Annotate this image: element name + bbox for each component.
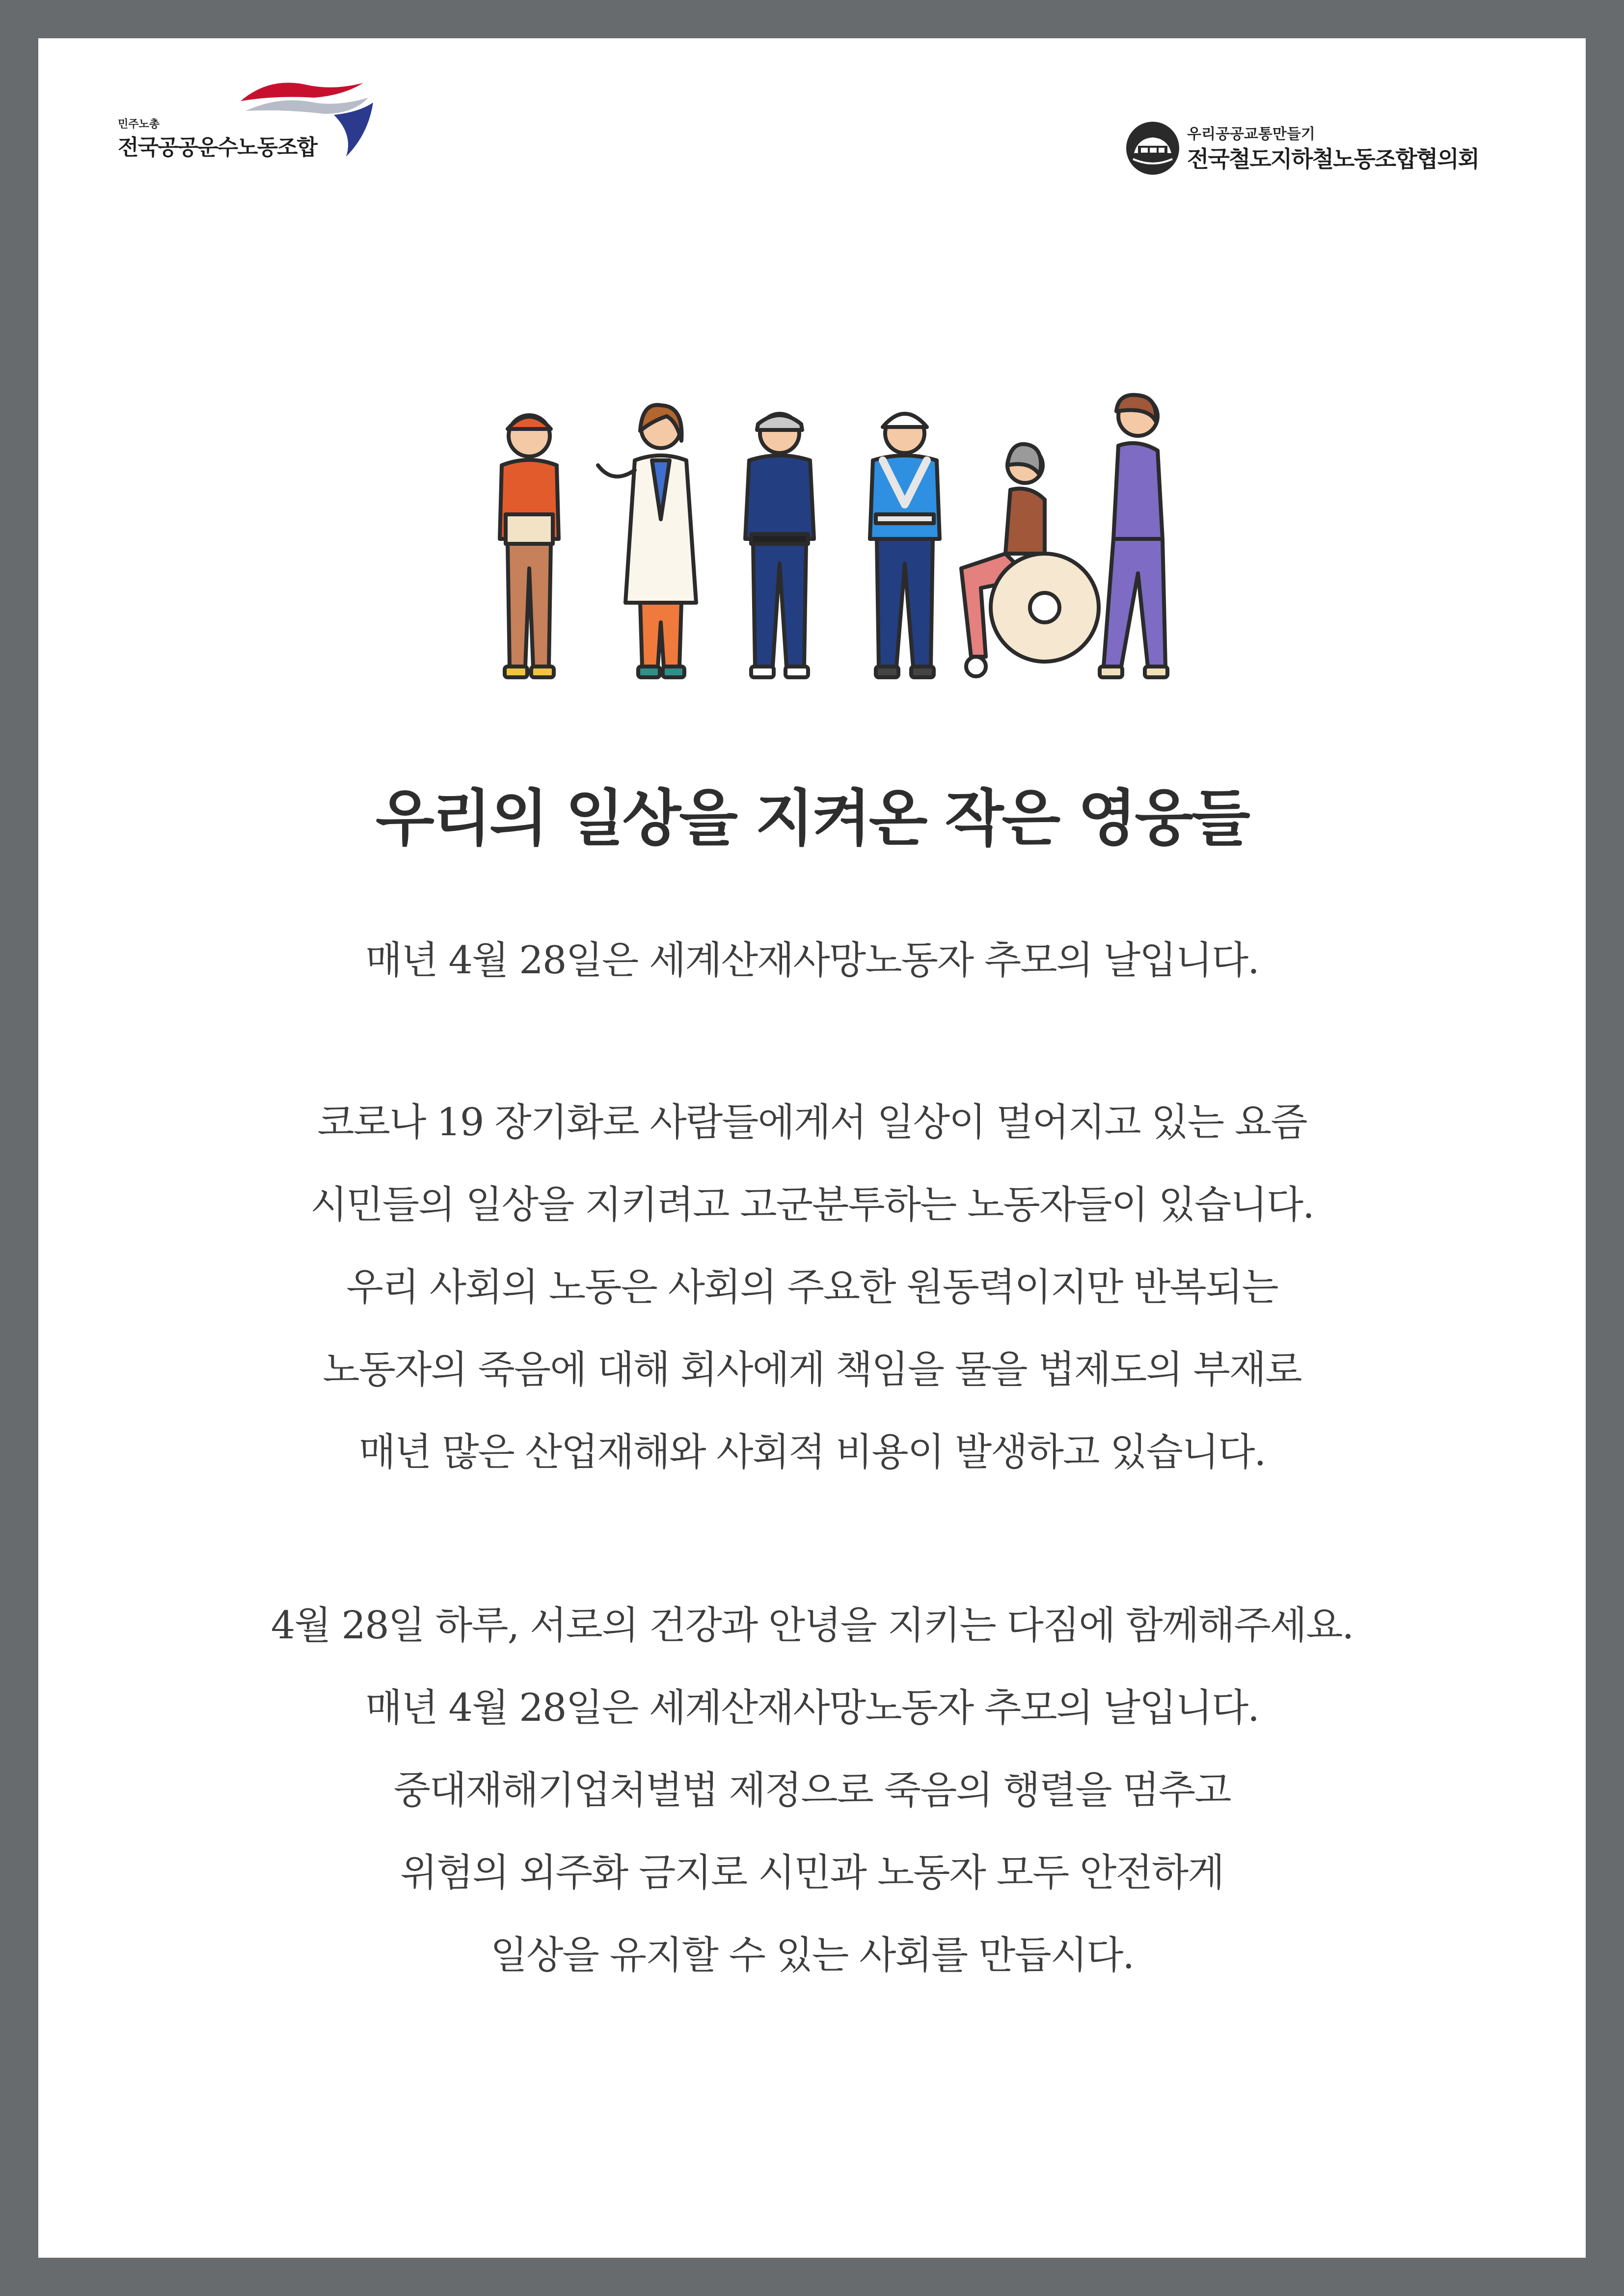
text-line: 우리 사회의 노동은 사회의 주요한 원동력이지만 반복되는	[346, 1265, 1278, 1309]
intro-paragraph	[38, 919, 1586, 1002]
text-line: 매년 4월 28일은 세계산재사망노동자 추모의 날입니다.	[365, 1686, 1259, 1730]
text-line: 코로나 19 장기화로 사람들에게서 일상이 멀어지고 있는 요즘	[317, 1100, 1307, 1145]
call-to-action-paragraph	[38, 1584, 1586, 1997]
text-line: 매년 4월 28일은 세계산재사망노동자 추모의 날입니다.	[365, 938, 1259, 983]
text-line: 중대재해기업처벌법 제정으로 죽음의 행렬을 멈추고	[393, 1768, 1231, 1813]
text-line: 시민들의 일상을 지키려고 고군분투하는 노동자들이 있습니다.	[310, 1183, 1314, 1227]
poster-page	[38, 38, 1586, 2258]
police-officer-figure	[745, 414, 814, 677]
right-logo-subtitle: 우리공공교통만들기	[1187, 126, 1315, 143]
workers-illustration	[480, 392, 1226, 696]
text-line: 노동자의 죽음에 대해 회사에게 책임을 물을 법제도의 부재로	[323, 1348, 1301, 1392]
text-line: 4월 28일 하루, 서로의 건강과 안녕을 지키는 다짐에 함께해주세요.	[271, 1603, 1353, 1648]
train-emblem-icon	[1123, 119, 1182, 178]
delivery-worker-figure	[500, 415, 559, 677]
kptu-logo	[79, 56, 373, 174]
context-paragraph	[38, 1081, 1586, 1494]
doctor-figure	[598, 405, 696, 677]
caregiver-wheelchair-figure	[961, 395, 1167, 677]
left-logo-subtitle: 민주노총	[118, 118, 160, 131]
construction-worker-figure	[870, 414, 940, 677]
railway-council-logo	[1123, 78, 1565, 186]
text-line: 위험의 외주화 금지로 시민과 노동자 모두 안전하게	[400, 1851, 1224, 1895]
left-logo-name: 전국공공운수노동조합	[118, 135, 317, 160]
text-line: 매년 많은 산업재해와 사회적 비용이 발생하고 있습니다.	[358, 1430, 1266, 1474]
text-line: 일상을 유지할 수 있는 사회를 만듭시다.	[490, 1933, 1134, 1977]
poster-title: 우리의 일상을 지켜온 작은 영웅들	[376, 783, 1248, 854]
right-logo-name: 전국철도지하철노동조합협의회	[1187, 146, 1479, 172]
